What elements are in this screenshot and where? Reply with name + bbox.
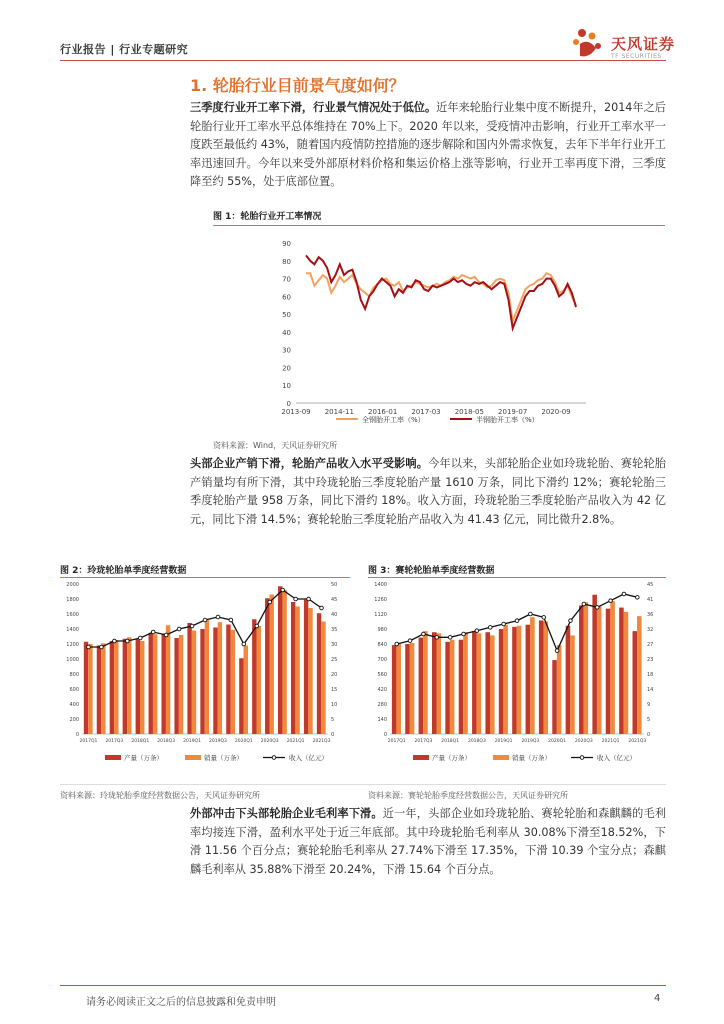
sales-bar [321, 622, 325, 735]
left-y-tick-label: 1260 [374, 597, 387, 603]
revenue-point [622, 592, 626, 596]
sales-bar [570, 635, 575, 734]
y-tick-label: 70 [282, 275, 291, 284]
logo-en-text: TF SECURITIES [611, 53, 662, 60]
left-y-tick-label: 600 [69, 687, 79, 693]
revenue-point [255, 624, 259, 628]
right-y-tick-label: 36 [647, 612, 654, 618]
revenue-point [151, 630, 155, 634]
revenue-point [229, 618, 233, 622]
right-y-tick-label: 41 [647, 597, 654, 603]
revenue-point [203, 618, 207, 622]
left-y-tick-label: 800 [69, 672, 79, 678]
revenue-point [113, 639, 117, 643]
sales-bar [257, 626, 261, 734]
left-y-tick-label: 200 [69, 717, 79, 723]
sales-bar [231, 630, 235, 734]
revenue-point [307, 597, 311, 601]
production-bar [606, 609, 611, 734]
revenue-point [281, 588, 285, 592]
production-bar [499, 629, 504, 734]
sales-bar [530, 617, 535, 734]
revenue-point [435, 636, 439, 640]
left-y-tick-label: 840 [377, 642, 387, 648]
production-bar [161, 634, 165, 735]
revenue-point [462, 632, 466, 636]
sales-bar [543, 622, 548, 735]
paragraph-3-body: 近一年，头部企业如玲珑轮胎、赛轮轮胎和森麒麟的毛利率均接连下滑，盈利水平处于近三年底部。其中玲珑轮胎毛利率从 30.08%下滑至18.52%，下滑 11.56 个百分点；赛轮轮胎毛利率从 27.74%下滑至 17.35%，下滑 10.39 个宝分点；森麒麟毛利率从 35.88%下滑至 20.24%，下滑 15.64 个百分点。 [190, 807, 666, 876]
right-y-tick-label: 32 [647, 627, 654, 633]
right-y-tick-label: 10 [331, 702, 338, 708]
left-y-tick-label: 2000 [66, 582, 79, 588]
sales-bar [179, 635, 183, 734]
left-y-tick-label: 1400 [374, 582, 387, 588]
production-bar [633, 631, 638, 734]
left-y-tick-label: 0 [75, 732, 79, 738]
x-tick-label: 2020-09 [541, 408, 571, 416]
sales-bar [269, 595, 273, 735]
right-y-tick-label: 15 [331, 687, 338, 693]
left-y-tick-label: 700 [377, 657, 387, 663]
revenue-point [529, 612, 533, 616]
sales-bar [88, 644, 92, 734]
production-bar [84, 642, 88, 734]
production-bar [485, 632, 490, 734]
legend-label: 产量（万条） [124, 754, 163, 762]
sales-bar [114, 640, 118, 734]
figure-1-caption: 图 1：轮胎行业开工率情况 [213, 212, 322, 222]
production-bar [252, 619, 256, 734]
sales-bar [295, 607, 299, 735]
left-y-tick-label: 1200 [66, 642, 79, 648]
left-y-tick-label: 280 [377, 702, 387, 708]
right-y-tick-label: 50 [331, 582, 338, 588]
revenue-point [190, 624, 194, 628]
figure-1-source: 资料来源：Wind，天风证券研究所 [213, 441, 338, 450]
sources-divider [60, 784, 666, 785]
sales-bar [166, 625, 170, 734]
production-bar [226, 625, 230, 735]
production-bar [512, 627, 517, 734]
x-tick-label: 2018Q3 [157, 739, 176, 744]
production-bar [419, 638, 424, 734]
sales-bar [463, 632, 468, 734]
x-tick-label: 2014-11 [324, 408, 354, 416]
left-y-tick-label: 980 [377, 627, 387, 633]
y-tick-label: 80 [282, 257, 291, 266]
right-y-tick-label: 23 [647, 657, 654, 663]
left-y-tick-label: 1400 [66, 627, 79, 633]
paragraph-3 [190, 805, 666, 879]
sales-bar [637, 616, 642, 734]
y-tick-label: 50 [282, 311, 291, 320]
sales-bar [127, 637, 131, 734]
revenue-point [609, 599, 613, 603]
paragraph-1-lead: 三季度行业开工率下滑，行业景气情况处于低位。 [190, 101, 437, 114]
right-y-tick-label: 45 [647, 582, 654, 588]
page-number: 4 [654, 993, 661, 1004]
revenue-point [475, 629, 479, 633]
left-y-tick-label: 1000 [66, 657, 79, 663]
revenue-point [268, 600, 272, 604]
x-tick-label: 2019Q3 [209, 739, 227, 744]
x-tick-label: 2021Q1 [286, 739, 305, 744]
production-bar [200, 629, 204, 734]
paragraph-2-lead: 头部企业产销下滑，轮胎产品收入水平受影响。 [190, 457, 429, 470]
production-bar [149, 633, 153, 734]
x-tick-label: 2020Q3 [260, 739, 279, 744]
paragraph-2 [190, 455, 666, 529]
paragraph-2-body: 今年以来，头部轮胎企业如玲珑轮胎、赛轮轮胎产销量均有所下滑，其中玲珑轮胎三季度轮胎产量 1610 万条，同比下滑约 12%；赛轮轮胎三季度轮胎产量 958 万条，同比下滑约 18%。收入方面，玲珑轮胎三季度轮胎产品收入为 42 亿元，同比下滑 14.5%；赛轮轮胎三季度轮胎产品收入为 41.43 亿元，同比微升2.8%。 [190, 457, 666, 526]
production-bar [539, 620, 544, 734]
production-bar [123, 639, 127, 734]
legend-label: 半钢胎开工率（%） [476, 416, 539, 424]
right-y-tick-label: 40 [331, 612, 338, 618]
figure-3-rule [368, 577, 666, 578]
revenue-point [582, 602, 586, 606]
left-y-tick-label: 400 [69, 702, 79, 708]
figure-1-chart [270, 235, 600, 430]
series-line [306, 273, 576, 321]
x-tick-label: 2017-03 [411, 408, 441, 416]
legend-swatch [413, 755, 429, 760]
revenue-point [216, 615, 220, 619]
footer-divider [60, 985, 666, 986]
sales-bar [490, 635, 495, 734]
sales-bar [396, 644, 401, 734]
x-tick-label: 2018-05 [454, 408, 484, 416]
revenue-point [408, 639, 412, 643]
x-tick-label: 2020Q3 [574, 739, 593, 744]
production-bar [97, 646, 101, 735]
revenue-point [164, 633, 168, 637]
left-y-tick-label: 0 [383, 732, 387, 738]
figure-2-caption: 图 2：玲珑轮胎单季度经营数据 [60, 566, 187, 576]
production-bar [304, 600, 308, 734]
legend-label: 全钢胎开工率（%） [362, 416, 425, 424]
production-bar [174, 638, 178, 734]
sales-bar [503, 625, 508, 734]
revenue-point [87, 645, 91, 649]
left-y-tick-label: 560 [377, 672, 387, 678]
y-tick-label: 90 [282, 240, 291, 248]
production-bar [445, 642, 450, 734]
figure-2-source: 资料来源：玲珑轮胎季度经营数据公告，天风证券研究所 [60, 791, 260, 800]
right-y-tick-label: 45 [331, 597, 338, 603]
x-tick-label: 2019Q1 [494, 739, 513, 744]
x-tick-label: 2017Q1 [79, 739, 98, 744]
revenue-point [555, 649, 559, 653]
y-tick-label: 0 [286, 400, 291, 408]
report-header-label: 行业报告 | 行业专题研究 [60, 43, 189, 56]
right-y-tick-label: 5 [647, 717, 651, 723]
figure-1-rule [213, 225, 665, 226]
legend-marker [580, 756, 584, 760]
sales-bar [557, 645, 562, 734]
legend-label: 销量（万条） [204, 754, 243, 762]
revenue-point [320, 606, 324, 610]
right-y-tick-label: 0 [647, 732, 651, 738]
left-y-tick-label: 1800 [66, 597, 79, 603]
production-bar [317, 613, 321, 734]
right-y-tick-label: 27 [647, 642, 654, 648]
right-y-tick-label: 5 [331, 717, 335, 723]
left-y-tick-label: 1120 [374, 612, 387, 618]
figure-2-rule [60, 577, 350, 578]
revenue-point [177, 627, 181, 631]
legend-label: 收入（亿元） [289, 754, 328, 762]
revenue-point [542, 616, 546, 620]
sales-bar [244, 646, 248, 735]
production-bar [239, 658, 243, 734]
production-bar [526, 625, 531, 734]
production-bar [619, 608, 624, 734]
paragraph-1-body: 近年来轮胎行业集中度不断提升，2014年之后轮胎行业开工率水平总体维持在 70%上下。2020 年以来，受疫情冲击影响，行业开工率水平一度跌至最低约 43%，随着国内疫情防控措施的逐步解除和国内外需求恢复，去年下半年行业开工率迅速回升。今年以来受外部原材料价格和集运价格上涨等影响，行业开工率再度下滑，三季度降至约 55%，处于底部位置。 [190, 101, 666, 188]
right-y-tick-label: 30 [331, 642, 338, 648]
legend-label: 收入（亿元） [597, 754, 636, 762]
production-bar [278, 586, 282, 734]
x-tick-label: 2018Q3 [467, 739, 486, 744]
left-y-tick-label: 1600 [66, 612, 79, 618]
revenue-point [294, 597, 298, 601]
paragraph-1 [190, 99, 666, 192]
production-bar [472, 631, 477, 734]
revenue-point [242, 642, 246, 646]
sales-bar [584, 602, 589, 734]
legend-label: 产量（万条） [432, 754, 471, 762]
sales-bar [282, 590, 286, 734]
x-tick-label: 2020Q1 [548, 739, 567, 744]
revenue-point [422, 632, 426, 636]
sales-bar [517, 626, 522, 734]
figure-3-source: 资料来源：赛轮轮胎季度经营数据公告，天风证券研究所 [368, 791, 568, 800]
legend-marker [272, 756, 276, 760]
sales-bar [423, 631, 428, 734]
x-tick-label: 2019Q3 [521, 739, 540, 744]
x-tick-label: 2021Q3 [312, 739, 331, 744]
y-tick-label: 30 [282, 346, 291, 355]
x-tick-label: 2017Q3 [105, 739, 124, 744]
production-bar [552, 660, 557, 734]
sales-bar [597, 607, 602, 735]
production-bar [187, 623, 191, 734]
production-bar [432, 632, 437, 734]
sales-bar [410, 643, 415, 734]
sales-bar [437, 633, 442, 734]
production-bar [579, 605, 584, 734]
revenue-point [515, 619, 519, 623]
revenue-point [636, 596, 640, 600]
production-bar [213, 628, 217, 735]
y-tick-label: 40 [282, 328, 291, 337]
x-tick-label: 2017Q3 [414, 739, 433, 744]
series-line [306, 255, 576, 328]
revenue-point [395, 642, 399, 646]
x-tick-label: 2018Q1 [131, 739, 150, 744]
left-y-tick-label: 420 [377, 687, 387, 693]
x-tick-label: 2021Q1 [601, 739, 620, 744]
right-y-tick-label: 25 [331, 657, 338, 663]
revenue-point [595, 606, 599, 610]
production-bar [265, 598, 269, 734]
production-bar [392, 645, 397, 734]
revenue-point [488, 626, 492, 630]
legend-swatch [185, 755, 201, 760]
y-tick-label: 60 [282, 293, 291, 302]
sales-bar [450, 640, 455, 734]
sales-bar [140, 641, 144, 734]
right-y-tick-label: 35 [331, 627, 338, 633]
sales-bar [308, 608, 312, 734]
production-bar [405, 644, 410, 734]
right-y-tick-label: 9 [647, 702, 651, 708]
y-tick-label: 20 [282, 364, 291, 373]
x-tick-label: 2013-09 [281, 408, 311, 416]
production-bar [110, 641, 114, 734]
y-tick-label: 10 [282, 382, 291, 391]
revenue-point [126, 639, 130, 643]
x-tick-label: 2016-01 [368, 408, 398, 416]
legend-swatch [493, 755, 509, 760]
production-bar [592, 595, 597, 734]
sales-bar [218, 622, 222, 734]
sales-bar [477, 633, 482, 734]
sales-bar [610, 601, 615, 734]
paragraph-3-lead: 外部冲击下头部轮胎企业毛利率下滑。 [190, 807, 383, 820]
right-y-tick-label: 20 [331, 672, 338, 678]
figure-2-chart [60, 580, 350, 770]
right-y-tick-label: 18 [647, 672, 654, 678]
left-y-tick-label: 140 [377, 717, 387, 723]
sales-bar [101, 643, 105, 734]
production-bar [566, 626, 571, 734]
sales-bar [624, 612, 629, 734]
legend-swatch [105, 755, 121, 760]
sales-bar [153, 634, 157, 734]
x-tick-label: 2017Q1 [387, 739, 406, 744]
footer-disclaimer: 请务必阅读正文之后的信息披露和免责申明 [86, 997, 276, 1008]
section-title: 1. 轮胎行业目前景气度如何？ [190, 76, 405, 95]
right-y-tick-label: 0 [331, 732, 335, 738]
revenue-point [100, 645, 104, 649]
figure-3-caption: 图 3：赛轮轮胎单季度经营数据 [368, 566, 495, 576]
legend-label: 销量（万条） [512, 754, 551, 762]
figure-3-chart [368, 580, 666, 770]
revenue-point [502, 622, 506, 626]
revenue-point [569, 619, 573, 623]
x-tick-label: 2021Q3 [628, 739, 647, 744]
x-tick-label: 2018Q1 [441, 739, 460, 744]
right-y-tick-label: 14 [647, 687, 654, 693]
production-bar [459, 640, 464, 734]
revenue-point [138, 636, 142, 640]
sales-bar [192, 631, 196, 735]
production-bar [136, 640, 140, 735]
revenue-point [448, 636, 452, 640]
sales-bar [205, 620, 209, 734]
x-tick-label: 2020Q1 [234, 739, 253, 744]
x-tick-label: 2019Q1 [183, 739, 201, 744]
x-tick-label: 2019-07 [498, 408, 528, 416]
production-bar [291, 602, 295, 734]
logo-cn-text: 天风证券 [611, 35, 676, 53]
